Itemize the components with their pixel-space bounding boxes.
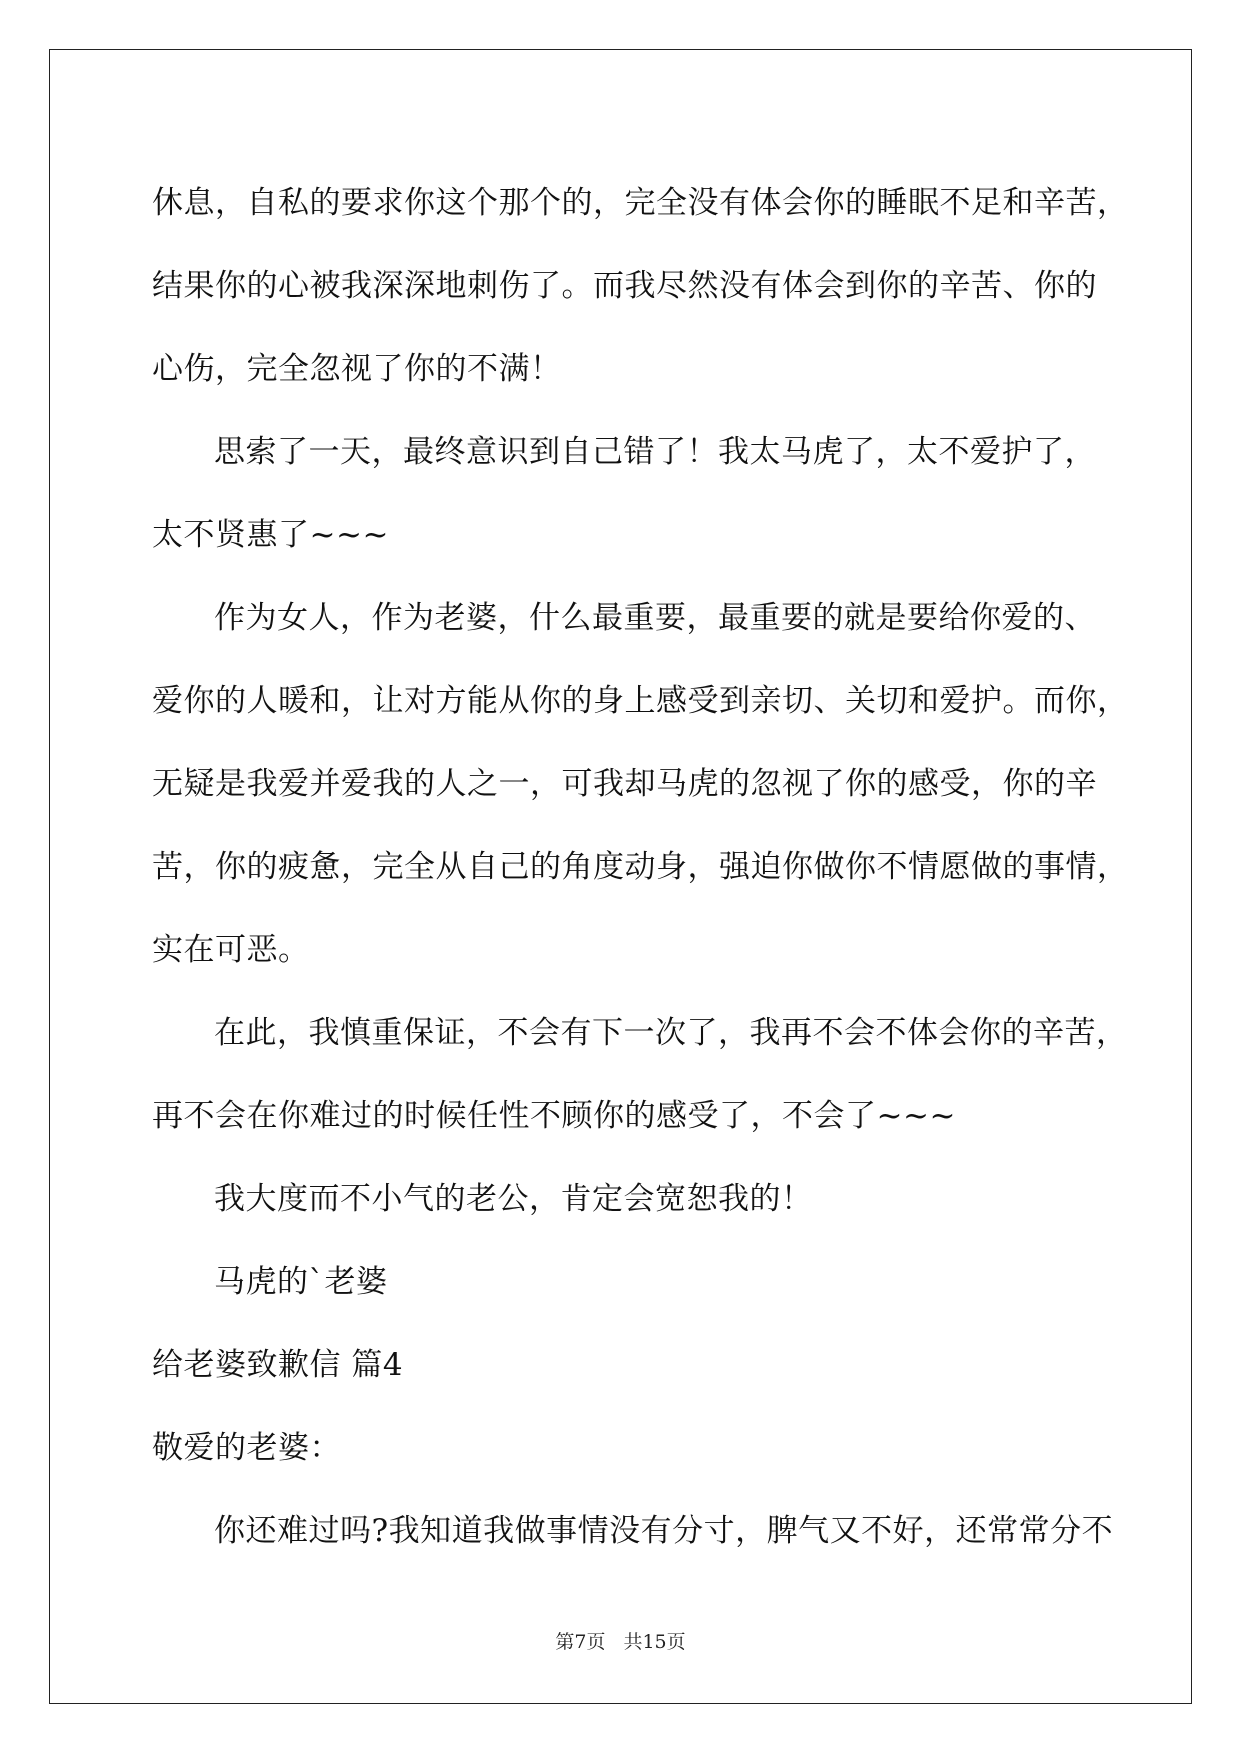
text-line: 思索了一天，最终意识到自己错了！我太马虎了，太不爱护了，	[214, 434, 1096, 470]
text-line: 无疑是我爱并爱我的人之一，可我却马虎的忽视了你的感受，你的辛	[152, 766, 1097, 802]
signature-line: 马虎的`老婆	[214, 1264, 388, 1300]
section-heading: 给老婆致歉信 篇4	[152, 1347, 404, 1383]
text-line: 实在可恶。	[152, 932, 310, 968]
text-line: 你还难过吗?我知道我做事情没有分寸，脾气又不好，还常常分不	[214, 1513, 1114, 1549]
text-line: 休息，自私的要求你这个那个的，完全没有体会你的睡眠不足和辛苦，	[152, 185, 1129, 221]
text-line: 苦，你的疲惫，完全从自己的角度动身，强迫你做你不情愿做的事情，	[152, 849, 1129, 885]
page-footer	[0, 1627, 1241, 1654]
document-body	[152, 162, 1129, 1573]
text-line: 我大度而不小气的老公，肯定会宽恕我的！	[214, 1181, 813, 1217]
text-line: 太不贤惠了~~~	[152, 517, 389, 553]
text-line: 爱你的人暖和，让对方能从你的身上感受到亲切、关切和爱护。而你，	[152, 683, 1129, 719]
text-line: 再不会在你难过的时候任性不顾你的感受了，不会了~~~	[152, 1098, 956, 1134]
text-line: 结果你的心被我深深地刺伤了。而我尽然没有体会到你的辛苦、你的	[152, 268, 1097, 304]
text-line: 心伤，完全忽视了你的不满！	[152, 351, 562, 387]
text-line: 在此，我慎重保证，不会有下一次了，我再不会不体会你的辛苦，	[214, 1015, 1128, 1051]
text-line: 作为女人，作为老婆，什么最重要，最重要的就是要给你爱的、	[214, 600, 1096, 636]
salutation: 敬爱的老婆：	[152, 1430, 341, 1466]
page-number: 第7页	[555, 1631, 606, 1653]
page-total: 共15页	[623, 1631, 686, 1653]
